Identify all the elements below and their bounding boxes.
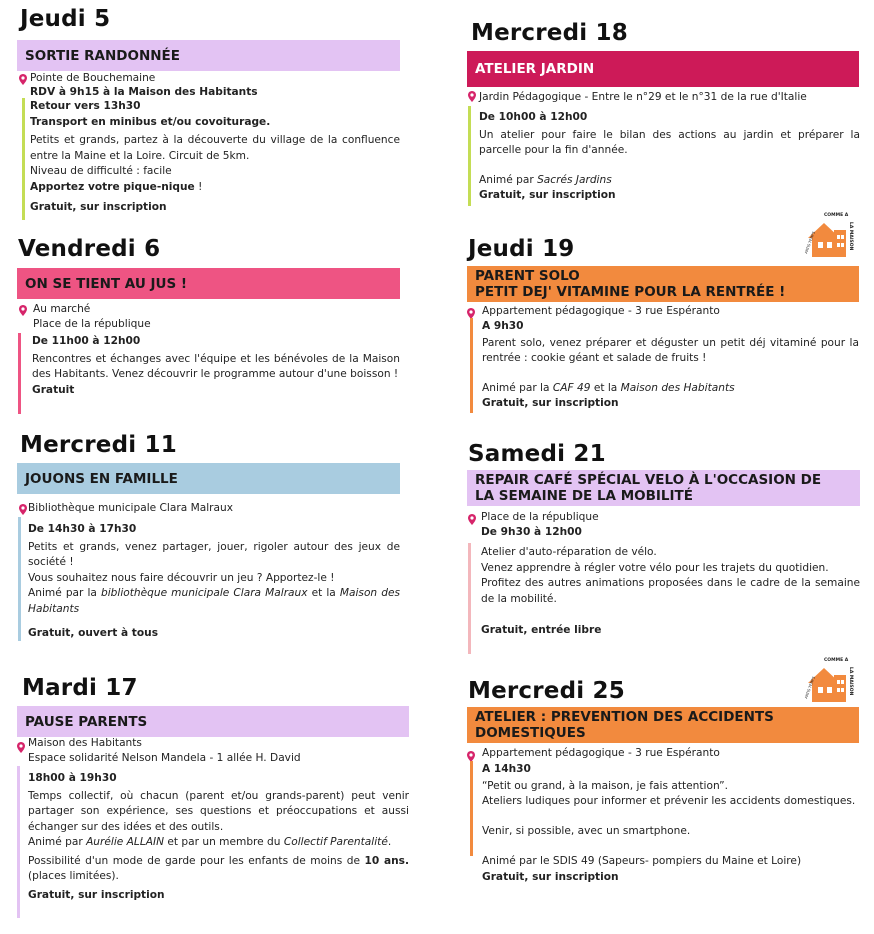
event-title-banner [17,706,409,737]
event-description: Petits et grands, venez partager, jouer, rigoler autour des jeux de société ! [28,540,400,568]
event-description-2: Venez apprendre à régler votre vélo pour les trajets du quotidien. [481,561,829,574]
location-pin-icon [19,504,27,515]
accent-bar [468,543,471,654]
location-pin-icon [468,514,476,525]
accent-bar [18,333,21,414]
event-childcare: Possibilité d'un mode de garde pour les enfants de moins de [28,854,365,867]
event-location: Au marché [33,303,91,315]
event-price: Gratuit, ouvert à tous [28,627,158,639]
event-rdv: RDV à 9h15 à la Maison des Habitants [30,86,258,98]
event-title-line2: DOMESTIQUES [475,725,586,741]
event-description: Temps collectif, où chacun (parent et/ou grands-parent) peut venir partager son expérience, ses questions et préoccupations et aussi échanger sur des idées et des outils. [28,789,409,833]
accent-bar [470,318,473,413]
event-animator-text: Animé par la [482,381,553,394]
event-title: REPAIR CAFÉ SPÉCIAL VELO À L'OCCASION DE [475,472,822,488]
event-title-banner [17,463,400,494]
event-description: Ateliers ludiques pour informer et prévenir les accidents domestiques. [482,795,856,807]
event-price: Gratuit [32,383,75,396]
event-details [32,334,400,398]
house-logo-icon [804,655,862,703]
event-title-line2: PETIT DEJ' VITAMINE POUR LA RENTRÉE ! [475,284,786,300]
event-return: Retour vers 13h30 [30,100,141,112]
event-details [30,99,400,216]
day-heading: Samedi 21 [468,441,606,467]
event-animator-text: Animé par [28,836,87,848]
event-animator-name: CAF 49 [552,381,591,394]
event-animator-text: et la [590,381,621,394]
event-title: SORTIE RANDONNÉE [25,47,181,64]
event-price: Gratuit, entrée libre [481,624,602,636]
event-title-banner [467,266,859,302]
event-time: A 14h30 [482,763,531,775]
event-time: De 14h30 à 17h30 [28,523,137,535]
location-pin-icon [19,74,27,85]
event-title: ATELIER JARDIN [475,61,595,77]
event-bring-phone: Venir, si possible, avec un smartphone. [482,824,691,837]
event-animator-text: . [387,836,392,848]
event-time: De 10h00 à 12h00 [479,111,588,123]
event-time: De 9h30 à 12h00 [481,526,582,538]
event-details [481,545,860,639]
event-price: Gratuit, sur inscription [482,397,619,409]
day-heading: Vendredi 6 [18,236,161,262]
event-price: Gratuit, sur inscription [482,870,619,883]
event-details [482,762,859,885]
event-title-banner [17,268,400,299]
event-description: Parent solo, venez préparer et déguster un petit déj vitaminé pour la rentrée : cookie géant et salade de fruits ! [482,336,859,364]
event-animator-name: Sacrés Jardins [537,173,612,186]
event-description: Rencontres et échanges avec l'équipe et les bénévoles de la Maison des Habitants. Venez découvrir le programme autour d'une boisson ! [32,352,400,380]
event-details [28,771,409,903]
event-details [482,319,859,412]
location-pin-icon [468,91,476,102]
event-quote: “Petit ou grand, à la maison, je fais attention”. [482,779,728,792]
event-description: Un atelier pour faire le bilan des actions au jardin et préparer la parcelle pour la fin d'année. [479,128,860,156]
event-picnic-end: ! [194,180,203,193]
event-animator-text: Animé par le SDIS 49 (Sapeurs- pompiers du Maine et Loire) [482,855,802,867]
event-title-line2: LA SEMAINE DE LA MOBILITÉ [475,488,693,504]
event-price: Gratuit, sur inscription [479,189,616,201]
event-location: Appartement pédagogique - 3 rue Espéranto [482,305,720,317]
event-difficulty: Niveau de difficulté : facile [30,165,172,177]
event-location: Jardin Pédagogique - Entre le n°29 et le n°31 de la rue d'Italie [479,91,807,103]
event-animator-text: et par un membre du [164,836,284,848]
event-animator-name: bibliothèque municipale Clara Malraux [100,587,308,599]
day-heading: Mercredi 18 [471,20,628,46]
event-title-banner [467,470,860,506]
event-location-line2: Place de la république [33,318,151,330]
event-childcare-end: (places limitées). [28,870,119,882]
house-logo-icon [804,210,862,258]
event-description-2: Vous souhaitez nous faire découvrir un jeu ? Apportez-le ! [28,571,335,584]
event-childcare-age: 10 ans. [364,854,410,867]
day-heading: Mercredi 25 [468,678,625,704]
event-time: De 11h00 à 12h00 [32,335,141,347]
accent-bar [18,517,21,641]
event-title: PARENT SOLO [475,268,580,284]
event-animator-name: Maison des Habitants [28,587,400,615]
accent-bar [22,98,25,220]
event-description: Petits et grands, partez à la découverte du village de la confluence entre la Maine et la Loire. Circuit de 5km. [30,134,400,162]
day-heading: Mardi 17 [22,675,138,701]
event-animator-text: et la [307,587,340,599]
event-details [28,522,400,642]
event-description-3: Profitez des autres animations proposées dans le cadre de la semaine de la mobilité. [481,577,860,605]
event-animator-text: Animé par [479,173,538,186]
event-title-banner [467,707,859,743]
event-title-banner [17,40,400,71]
day-heading: Jeudi 19 [468,236,575,262]
event-transport: Transport en minibus et/ou covoiturage. [30,115,271,128]
accent-bar [470,761,473,856]
event-title: ATELIER : PREVENTION DES ACCIDENTS [475,709,774,725]
event-price: Gratuit, sur inscription [30,201,167,213]
day-heading: Mercredi 11 [20,432,177,458]
event-location: Bibliothèque municipale Clara Malraux [28,502,233,514]
event-animator-text: Animé par la [28,587,101,599]
accent-bar [17,766,20,918]
location-pin-icon [19,305,27,316]
event-time: A 9h30 [482,320,524,332]
event-location: Maison des Habitants [28,737,142,749]
event-location-line2: Espace solidarité Nelson Mandela - 1 allée H. David [28,752,301,764]
event-location: Pointe de Bouchemaine [30,72,156,84]
event-details [479,110,860,204]
accent-bar [468,106,471,206]
event-animator-name: Aurélie ALLAIN [86,836,165,848]
event-title-banner [467,51,859,87]
location-pin-icon [17,742,25,753]
event-time: 18h00 à 19h30 [28,772,117,784]
event-location: Appartement pédagogique - 3 rue Espéranto [482,747,720,759]
event-description: Atelier d'auto-réparation de vélo. [481,546,657,558]
event-picnic: Apportez votre pique-nique [30,180,195,193]
event-animator-name: Collectif Parentalité [283,836,388,848]
event-title: JOUONS EN FAMILLE [25,470,178,487]
event-price: Gratuit, sur inscription [28,888,165,901]
day-heading: Jeudi 5 [20,6,111,32]
event-title: PAUSE PARENTS [25,713,148,730]
event-animator-name: Maison des Habitants [620,381,735,394]
event-title: ON SE TIENT AU JUS ! [25,275,188,292]
event-location: Place de la république [481,511,599,523]
